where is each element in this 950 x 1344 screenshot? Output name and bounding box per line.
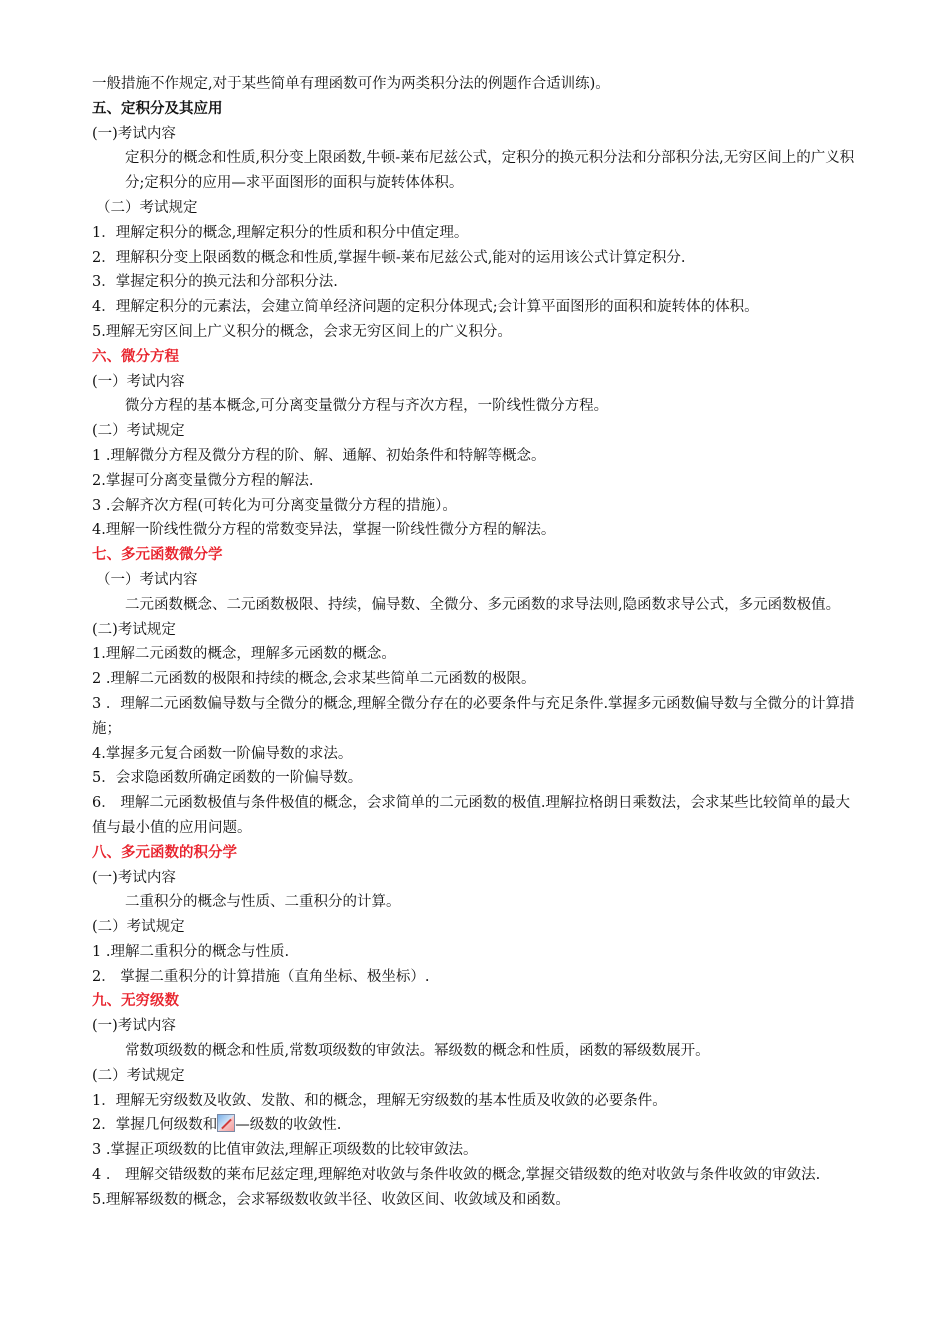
section-7-rule-3: 3 ．理解二元函数偏导数与全微分的概念,理解全微分存在的必要条件与充足条件.掌握多元函数偏导数与全微分的计算措施； xyxy=(92,695,855,737)
section-7-title: 七、多元函数微分学 xyxy=(92,547,223,564)
section-5-rule-4: 4．理解定积分的元素法，会建立简单经济问题的定积分体现式;会计算平面图形的面积和旋转体的体积。 xyxy=(92,299,759,316)
section-5-rules-heading: （二）考试规定 xyxy=(96,199,198,216)
section-9-rules-heading: (二）考试规定 xyxy=(92,1067,185,1084)
section-9-title: 九、无穷级数 xyxy=(92,993,179,1010)
section-9-content: 常数项级数的概念和性质,常数项级数的审敛法。幂级数的概念和性质，函数的幂级数展开。 xyxy=(125,1043,710,1060)
section-7-rule-4: 4.掌握多元复合函数一阶偏导数的求法。 xyxy=(92,745,353,762)
section-6-content: 微分方程的基本概念,可分离变量微分方程与齐次方程，一阶线性微分方程。 xyxy=(125,398,609,415)
section-9-rule-2-suffix: —级数的收敛性. xyxy=(235,1117,342,1134)
section-6-rules-heading: (二）考试规定 xyxy=(92,423,185,440)
section-6-rule-1: 1 .理解微分方程及微分方程的阶、解、通解、初始条件和特解等概念。 xyxy=(92,447,546,464)
section-8-content-heading: (一)考试内容 xyxy=(92,869,176,886)
section-9-rule-2 xyxy=(92,1113,862,1138)
section-9-rule-1: 1．理解无穷级数及收敛、发散、和的概念，理解无穷级数的基本性质及收敛的必要条件。 xyxy=(92,1092,667,1109)
section-6-rule-4: 4.理解一阶线性微分方程的常数变异法，掌握一阶线性微分方程的解法。 xyxy=(92,522,556,539)
section-5-content: 定积分的概念和性质,积分变上限函数,牛顿-莱布尼兹公式，定积分的换元积分法和分部积分法,无穷区间上的广义积分;定积分的应用—求平面图形的面积与旋转体体积。 xyxy=(125,150,855,192)
section-8-title: 八、多元函数的积分学 xyxy=(92,844,237,861)
section-8-content: 二重积分的概念与性质、二重积分的计算。 xyxy=(125,894,401,911)
section-8-rules-heading: (二）考试规定 xyxy=(92,919,185,936)
section-5-content-heading: (一)考试内容 xyxy=(92,125,176,142)
section-7-rules-heading: (二)考试规定 xyxy=(92,621,176,638)
section-5-rule-5: 5.理解无穷区间上广义积分的概念，会求无穷区间上的广义积分。 xyxy=(92,323,512,340)
section-7-rule-1: 1.理解二元函数的概念，理解多元函数的概念。 xyxy=(92,646,396,663)
section-5-rule-3: 3．掌握定积分的换元法和分部积分法. xyxy=(92,274,338,291)
section-8-rule-1: 1 .理解二重积分的概念与性质. xyxy=(92,943,290,960)
section-9-content-heading: (一)考试内容 xyxy=(92,1018,176,1035)
section-8-rule-2: 2． 掌握二重积分的计算措施（直角坐标、极坐标）. xyxy=(92,968,430,985)
section-9-rule-4: 4 ． 理解交错级数的莱布尼兹定理,理解绝对收敛与条件收敛的概念,掌握交错级数的绝对收敛与条件收敛的审敛法. xyxy=(92,1167,821,1184)
section-6-content-heading: (一）考试内容 xyxy=(92,373,185,390)
document-page xyxy=(92,72,862,1213)
section-7-rule-2: 2 .理解二元函数的极限和持续的概念,会求某些简单二元函数的极限。 xyxy=(92,671,536,688)
intro-line: 一般措施不作规定,对于某些简单有理函数可作为两类积分法的例题作合适训练)。 xyxy=(92,76,610,92)
section-9-rule-5: 5.理解幂级数的概念，会求幂级数收敛半径、收敛区间、收敛域及和函数。 xyxy=(92,1191,570,1208)
section-6-title: 六、微分方程 xyxy=(92,348,179,365)
broken-image-icon xyxy=(217,1114,235,1132)
section-7-content: 二元函数概念、二元函数极限、持续，偏导数、全微分、多元函数的求导法则,隐函数求导公式，多元函数极值。 xyxy=(125,596,841,613)
section-7-content-heading: （一）考试内容 xyxy=(96,571,198,588)
section-6-rule-2: 2.掌握可分离变量微分方程的解法. xyxy=(92,472,314,489)
section-5-rule-2: 2．理解积分变上限函数的概念和性质,掌握牛顿-莱布尼兹公式,能对的运用该公式计算定积分. xyxy=(92,249,686,266)
section-5-title: 五、定积分及其应用 xyxy=(92,100,223,117)
section-6-rule-3: 3 .会解齐次方程(可转化为可分离变量微分方程的措施）。 xyxy=(92,497,457,514)
section-7-rule-6: 6． 理解二元函数极值与条件极值的概念，会求简单的二元函数的极值.理解拉格朗日乘数法，会求某些比较简单的最大值与最小值的应用问题。 xyxy=(92,795,850,836)
section-9-rule-2-prefix: 2．掌握几何级数和 xyxy=(92,1117,218,1134)
section-7-rule-5: 5．会求隐函数所确定函数的一阶偏导数。 xyxy=(92,770,363,787)
section-5-rule-1: 1．理解定积分的概念,理解定积分的性质和积分中值定理。 xyxy=(92,224,469,241)
section-9-rule-3: 3 .掌握正项级数的比值审敛法,理解正项级数的比较审敛法。 xyxy=(92,1142,478,1159)
